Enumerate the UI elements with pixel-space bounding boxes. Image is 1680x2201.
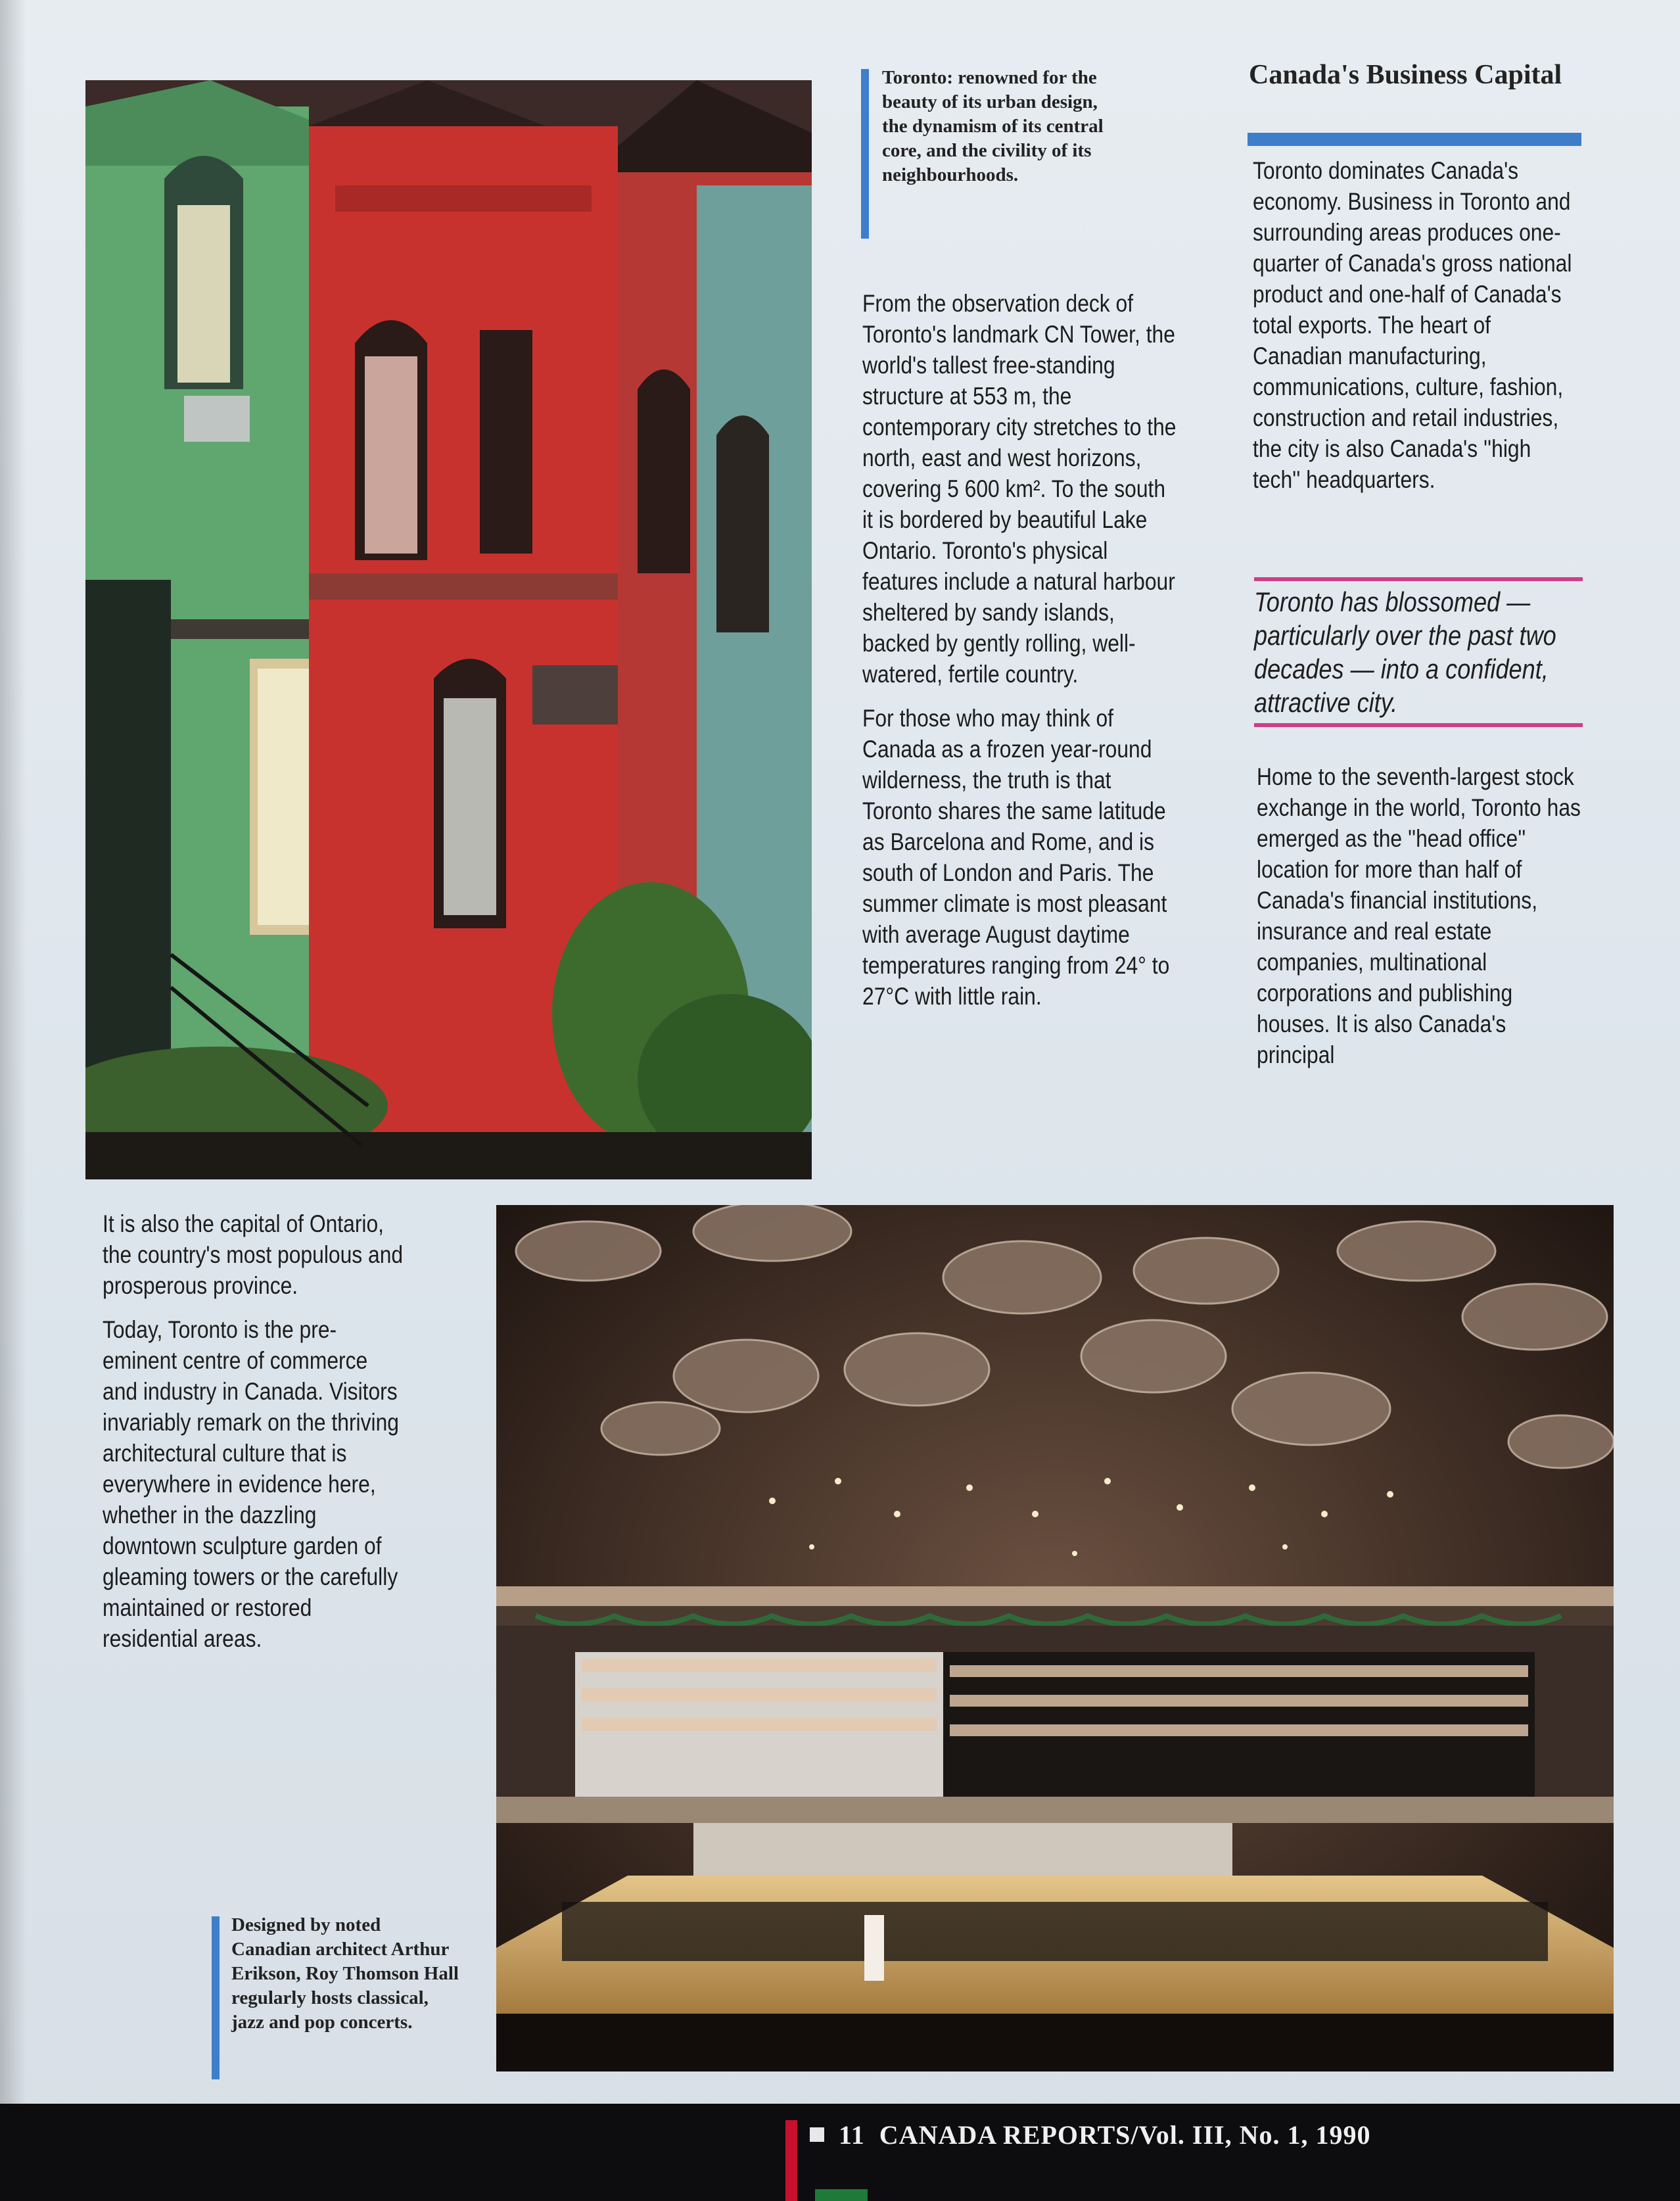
paragraph: Toronto dominates Canada's economy. Business in Toronto and surrounding areas produces one-quarter of Canada's gross national product and one-half of Canada's total exports. The heart of Canadian manufacturing, communications, culture, fashion, construction and retail industries, the city is also Canada's ''high tech'' headquarters. <box>1253 157 1572 493</box>
caption-accent-bar <box>861 69 869 239</box>
concert-hall-photo <box>496 1205 1614 2071</box>
publication-title: CANADA REPORTS/Vol. III, No. 1, 1990 <box>879 2120 1371 2150</box>
page-edge-shadow <box>0 0 26 2123</box>
row-houses-photo <box>85 80 812 1179</box>
concert-hall-illustration <box>496 1205 1614 2071</box>
pullquote-rule-bottom <box>1254 723 1583 727</box>
footer-square-bullet <box>810 2127 824 2142</box>
page-number: 11 <box>839 2120 865 2150</box>
footer-green-tab <box>815 2189 868 2201</box>
paragraph: Today, Toronto is the pre-eminent centre of commerce and industry in Canada. Visitors invariably remark on the thriving architectural culture that is everywhere in evidence here, whether in the dazzling downtown sculpture garden of gleaming towers or the carefully maintained or restored residential areas. <box>103 1316 399 1652</box>
sidebar-paragraph-continued <box>1257 761 1587 1083</box>
sidebar-heading: Canada's Business Capital <box>1249 60 1562 90</box>
footer-red-tab <box>785 2120 797 2201</box>
article-column-center <box>862 288 1179 1025</box>
article-column-left <box>103 1208 408 1667</box>
sidebar-paragraph <box>1253 155 1583 508</box>
row-houses-illustration <box>85 80 812 1179</box>
pullquote-rule-top <box>1254 577 1583 581</box>
heading-underline <box>1248 133 1581 146</box>
footer-folio <box>839 2118 1385 2152</box>
pullquote: Toronto has blossomed — particularly over the past two decades — into a confident, attractive city. <box>1254 586 1556 718</box>
paragraph: For those who may think of Canada as a frozen year-round wilderness, the truth is that Toronto shares the same latitude as Barcelona and Rome, and is south of London and Paris. The summer climate is most pleasant with average August daytime temperatures ranging from 24° to 27°C with little rain. <box>862 705 1170 1010</box>
bleed-through-shadow <box>1147 1052 1594 1203</box>
paragraph: Home to the seventh-largest stock exchange in the world, Toronto has emerged as the ''head office'' location for more than half of Canada's financial institutions, insurance and real estate companies, multinational corporations and publishing houses. It is also Canada's principal <box>1257 763 1581 1068</box>
paragraph: It is also the capital of Ontario, the country's most populous and prosperous province. <box>103 1210 404 1299</box>
photo-caption-toronto: Toronto: renowned for the beauty of its urban design, the dynamism of its central core, and the civility of its neighbourhoods. <box>882 67 1104 185</box>
paragraph: From the observation deck of Toronto's landmark CN Tower, the world's tallest free-standing structure at 553 m, the contemporary city stretches to the north, east and west horizons, covering 5 600 km². To the south it is bordered by beautiful Lake Ontario. Toronto's physical features include a natural harbour sheltered by sandy islands, backed by gently rolling, well-watered, fertile country. <box>862 290 1177 688</box>
photo-caption-hall: Designed by noted Canadian architect Arthur Erikson, Roy Thomson Hall regularly hosts classical, jazz and pop concerts. <box>231 1914 459 2033</box>
